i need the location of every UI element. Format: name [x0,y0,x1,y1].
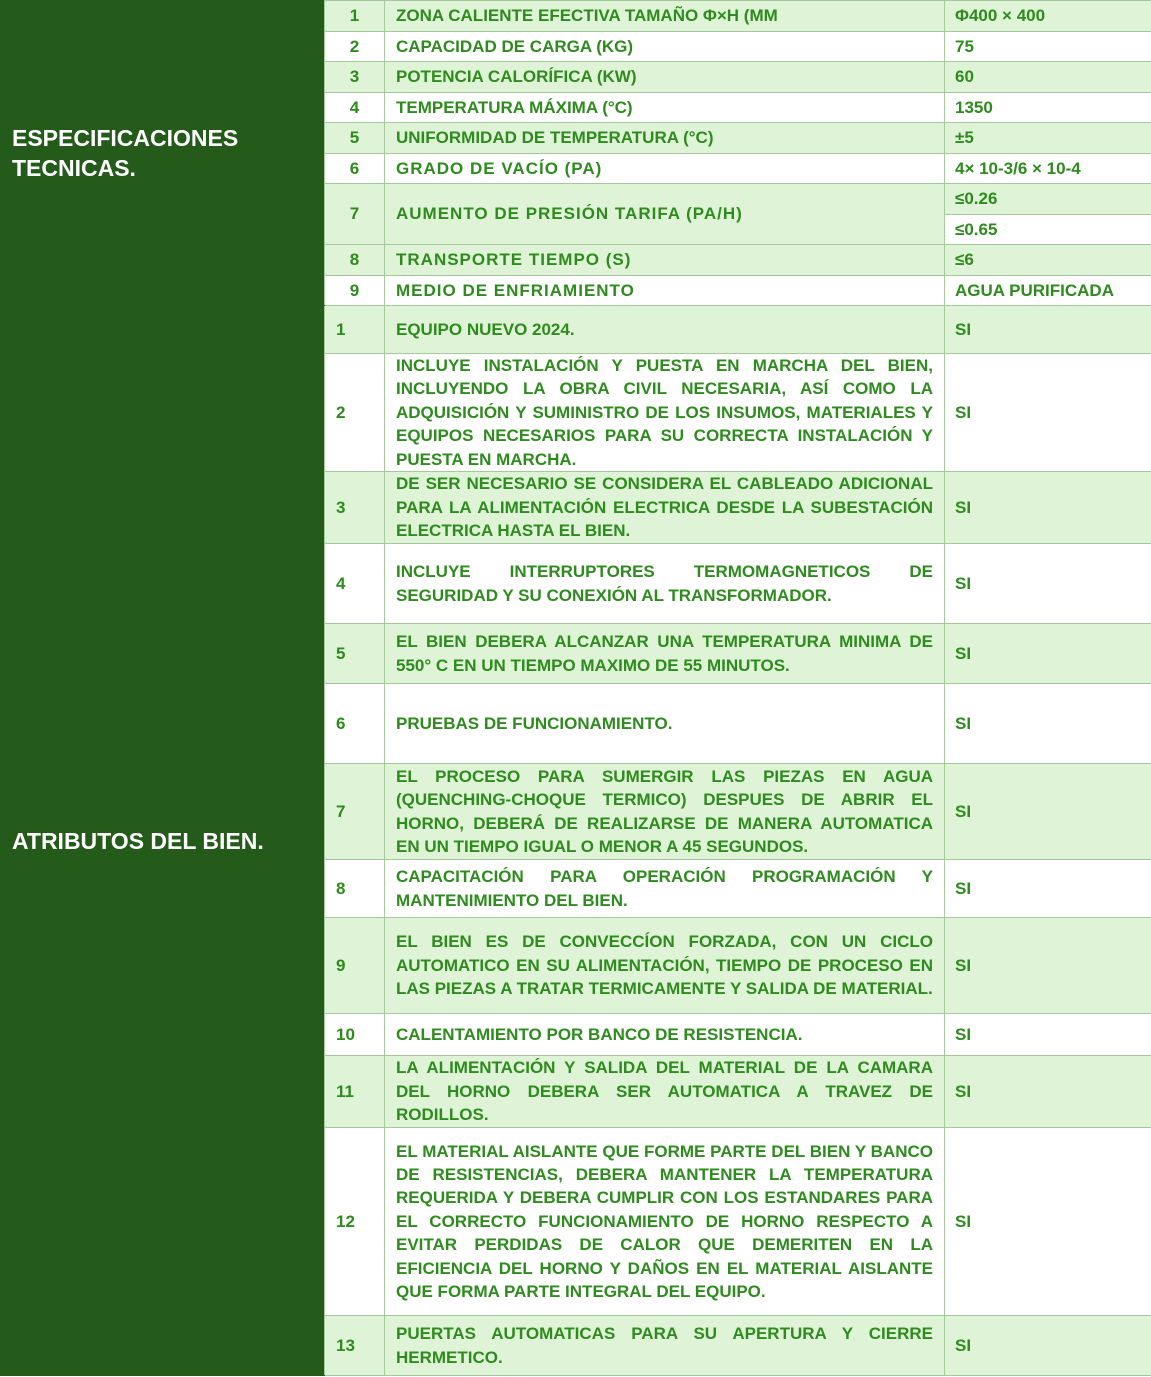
row-description: TEMPERATURA MÁXIMA (°C) [385,93,945,123]
row-number: 3 [325,62,385,93]
row-number: 5 [325,123,385,154]
row-description: PUERTAS AUTOMATICAS PARA SU APERTURA Y CIERRE HERMETICO. [385,1316,945,1376]
row-number: 1 [325,1,385,32]
section-especificaciones [1,1,325,306]
row-value: SI [945,306,1151,354]
row-description: CAPACITACIÓN PARA OPERACIÓN PROGRAMACIÓN Y MANTENIMIENTO DEL BIEN. [385,860,945,918]
row-number: 13 [325,1316,385,1376]
row-number: 9 [325,276,385,306]
row-description: GRADO DE VACÍO (PA) [385,154,945,184]
row-description: POTENCIA CALORÍFICA (KW) [385,62,945,93]
row-description: EL BIEN DEBERA ALCANZAR UNA TEMPERATURA MINIMA DE 550° C EN UN TIEMPO MAXIMO DE 55 MINUTOS. [385,624,945,684]
row-description: PRUEBAS DE FUNCIONAMIENTO. [385,684,945,764]
row-value: SI [945,624,1151,684]
row-number: 4 [325,93,385,123]
spec-row [1,1,1151,32]
row-description: ZONA CALIENTE EFECTIVA TAMAÑO Φ×H (MM [385,1,945,32]
section-atributos [1,306,325,1376]
row-description: EQUIPO NUEVO 2024. [385,306,945,354]
row-number: 8 [325,245,385,276]
row-value: SI [945,918,1151,1014]
attribute-row [1,306,1151,354]
row-value: SI [945,354,1151,472]
row-value: SI [945,1014,1151,1056]
row-number: 10 [325,1014,385,1056]
row-number: 4 [325,544,385,624]
row-description: MEDIO DE ENFRIAMIENTO [385,276,945,306]
row-value: SI [945,1056,1151,1128]
row-description: EL BIEN ES DE CONVECCÍON FORZADA, CON UN CICLO AUTOMATICO EN SU ALIMENTACIÓN, TIEMPO DE PROCESO EN LAS PIEZAS A TRATAR TERMICAMENTE Y SALIDA DE MATERIAL. [385,918,945,1014]
row-description: TRANSPORTE TIEMPO (S) [385,245,945,276]
row-value: SI [945,544,1151,624]
row-number: 7 [325,184,385,245]
section-title: ESPECIFICACIONES TECNICAS. [12,125,239,181]
row-value: 60 [945,62,1151,93]
row-number: 9 [325,918,385,1014]
row-value: ±5 [945,123,1151,154]
row-number: 6 [325,154,385,184]
row-value: Φ400 × 400 [945,1,1151,32]
row-number: 7 [325,764,385,860]
row-description: DE SER NECESARIO SE CONSIDERA EL CABLEADO ADICIONAL PARA LA ALIMENTACIÓN ELECTRICA DESDE LA SUBESTACIÓN ELECTRICA HASTA EL BIEN. [385,472,945,544]
row-description: UNIFORMIDAD DE TEMPERATURA (°C) [385,123,945,154]
row-number: 6 [325,684,385,764]
row-value: ≤0.26 [945,184,1151,215]
row-description: INCLUYE INTERRUPTORES TERMOMAGNETICOS DE SEGURIDAD Y SU CONEXIÓN AL TRANSFORMADOR. [385,544,945,624]
row-value: SI [945,860,1151,918]
row-value: 75 [945,32,1151,62]
row-number: 11 [325,1056,385,1128]
row-number: 5 [325,624,385,684]
row-description: AUMENTO DE PRESIÓN TARIFA (PA/H) [385,184,945,245]
row-value: SI [945,1316,1151,1376]
row-value: SI [945,684,1151,764]
row-description: INCLUYE INSTALACIÓN Y PUESTA EN MARCHA DEL BIEN, INCLUYENDO LA OBRA CIVIL NECESARIA, ASÍ COMO LA ADQUISICIÓN Y SUMINISTRO DE LOS INSUMOS, MATERIALES Y EQUIPOS NECESARIOS PARA SU CORRECTA INSTALACIÓN Y PUESTA EN MARCHA. [385,354,945,472]
row-number: 12 [325,1128,385,1316]
row-value: SI [945,764,1151,860]
row-number: 8 [325,860,385,918]
row-number: 2 [325,32,385,62]
row-description: LA ALIMENTACIÓN Y SALIDA DEL MATERIAL DE LA CAMARA DEL HORNO DEBERA SER AUTOMATICA A TRAVEZ DE RODILLOS. [385,1056,945,1128]
row-value: ≤6 [945,245,1151,276]
row-description: EL MATERIAL AISLANTE QUE FORME PARTE DEL BIEN Y BANCO DE RESISTENCIAS, DEBERA MANTENER LA TEMPERATURA REQUERIDA Y DEBERA CUMPLIR CON LOS ESTANDARES PARA EL CORRECTO FUNCIONAMIENTO DE HORNO RESPECTO A EVITAR PERDIDAS DE CALOR QUE DEMERITEN EN LA EFICIENCIA DEL HORNO Y DAÑOS EN EL MATERIAL AISLANTE QUE FORMA PARTE INTEGRAL DEL EQUIPO. [385,1128,945,1316]
row-value: SI [945,472,1151,544]
row-value: SI [945,1128,1151,1316]
row-number: 2 [325,354,385,472]
row-description: CAPACIDAD DE CARGA (KG) [385,32,945,62]
row-description: CALENTAMIENTO POR BANCO DE RESISTENCIA. [385,1014,945,1056]
row-description: EL PROCESO PARA SUMERGIR LAS PIEZAS EN AGUA (QUENCHING-CHOQUE TERMICO) DESPUES DE ABRIR EL HORNO, DEBERÁ DE REALIZARSE DE MANERA AUTOMATICA EN UN TIEMPO IGUAL O MENOR A 45 SEGUNDOS. [385,764,945,860]
row-value: 4× 10-3/6 × 10-4 [945,154,1151,184]
section-title: ATRIBUTOS DEL BIEN. [12,827,264,854]
row-value: 1350 [945,93,1151,123]
row-value-secondary: ≤0.65 [945,215,1151,245]
row-value: AGUA PURIFICADA [945,276,1151,306]
row-number: 1 [325,306,385,354]
row-number: 3 [325,472,385,544]
